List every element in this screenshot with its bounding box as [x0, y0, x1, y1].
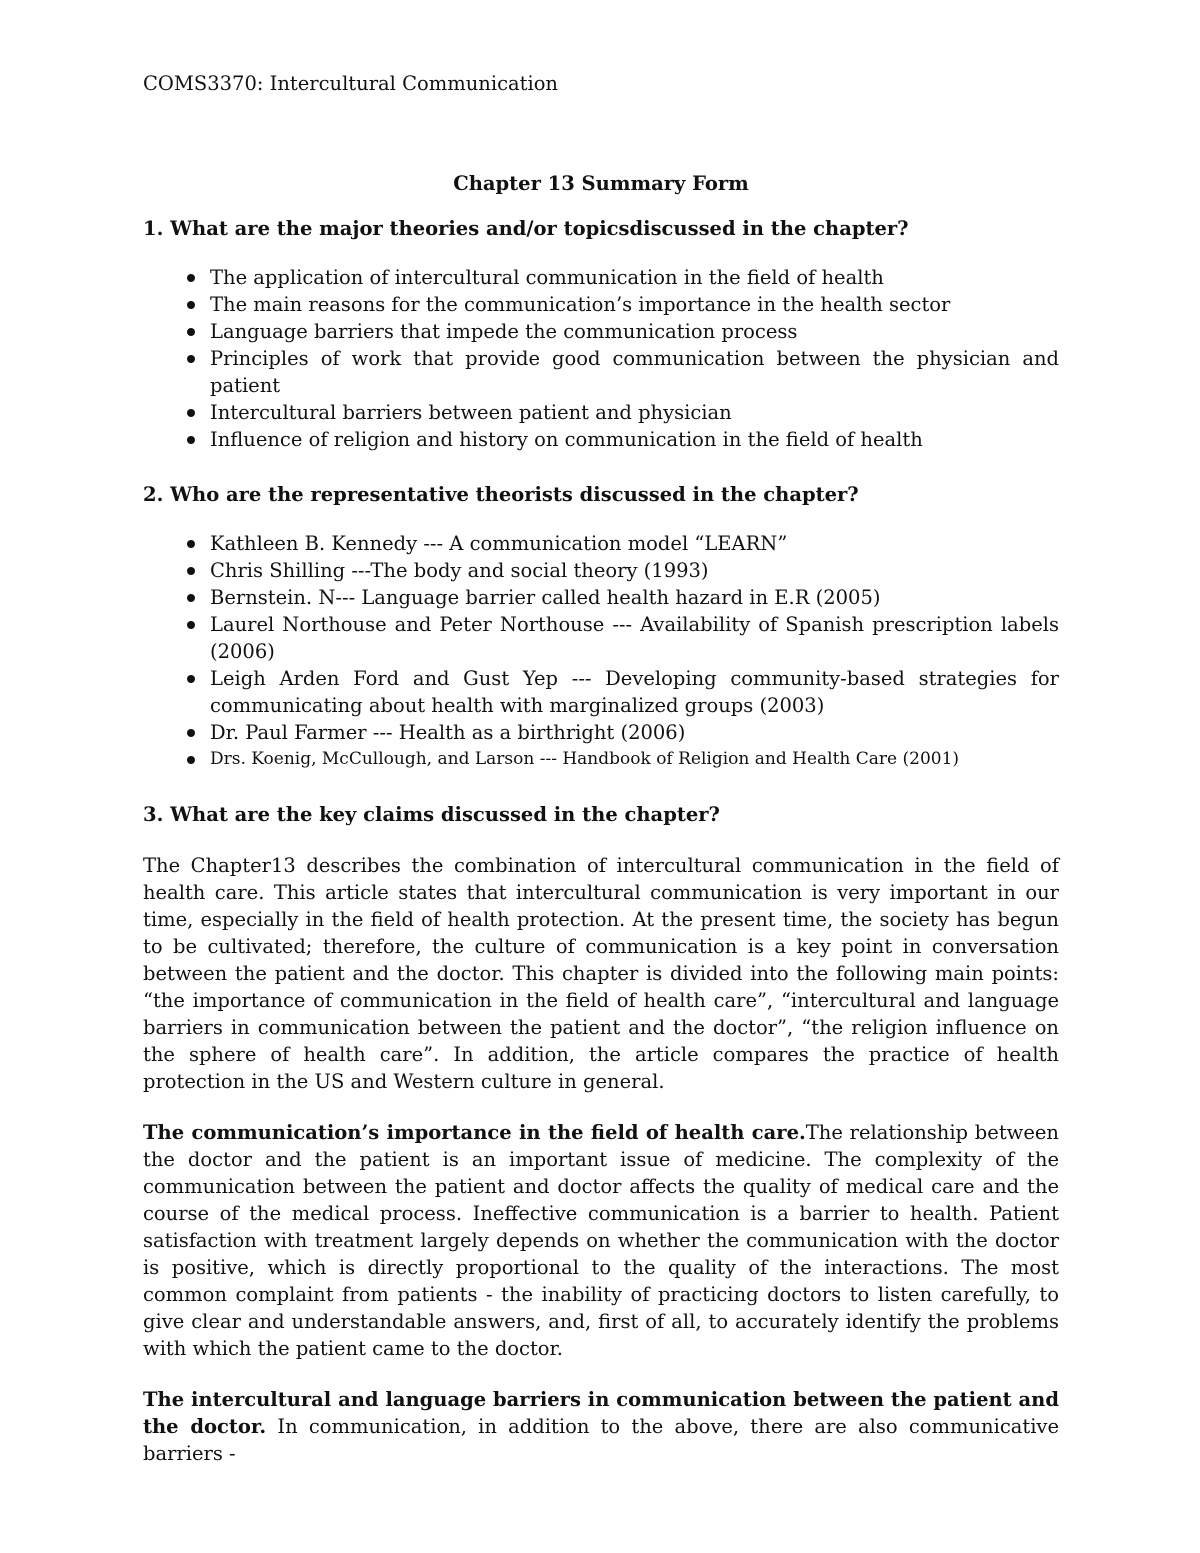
topics-list: [143, 264, 1059, 453]
document-title: Chapter 13 Summary Form: [453, 172, 749, 195]
list-item: Leigh Arden Ford and Gust Yep --- Developing community-based strategies for communicating about health with marginalized groups (2003): [143, 665, 1059, 719]
list-item: Intercultural barriers between patient and physician: [143, 399, 1059, 426]
list-item: Principles of work that provide good communication between the physician and patient: [143, 345, 1059, 399]
section-heading: The intercultural and language barriers in communication between the patient and the doctor.: [143, 1388, 1059, 1438]
bullet-icon: [187, 291, 196, 318]
list-item: Laurel Northouse and Peter Northouse --- Availability of Spanish prescription labels (2006): [143, 611, 1059, 665]
bullet-icon: [187, 746, 196, 773]
bullet-icon: [187, 719, 196, 746]
question-1: 1. What are the major theories and/or topicsdiscussed in the chapter?: [143, 217, 909, 240]
section-text: In communication, in addition to the above, there are also communicative barriers -: [143, 1415, 1059, 1465]
list-item: Chris Shilling ---The body and social theory (1993): [143, 557, 1059, 584]
bullet-icon: [187, 530, 196, 557]
bullet-icon: [187, 426, 196, 453]
bullet-icon: [187, 345, 196, 372]
list-item: Language barriers that impede the communication process: [143, 318, 1059, 345]
bullet-icon: [187, 399, 196, 426]
document-page: [143, 70, 1059, 1467]
theorists-list: [143, 530, 1059, 773]
list-item: Kathleen B. Kennedy --- A communication model “LEARN”: [143, 530, 1059, 557]
bullet-icon: [187, 611, 196, 638]
bullet-icon: [187, 665, 196, 692]
section-importance-paragraph: [143, 1119, 1059, 1362]
question-2: 2. Who are the representative theorists discussed in the chapter?: [143, 483, 859, 506]
list-item: Dr. Paul Farmer --- Health as a birthright (2006): [143, 719, 1059, 746]
intro-paragraph: The Chapter13 describes the combination of intercultural communication in the field of health care. This article states that intercultural communication is very important in our time, especially in the field of health protection. At the present time, the society has begun to be cultivated; therefore, the culture of communication is a key point in conversation between the patient and the doctor. This chapter is divided into the following main points: “the importance of communication in the field of health care”, “intercultural and language barriers in communication between the patient and the doctor”, “the religion influence on the sphere of health care”. In addition, the article compares the practice of health protection in the US and Western culture in general.: [143, 854, 1059, 1093]
list-item: Bernstein. N--- Language barrier called health hazard in E.R (2005): [143, 584, 1059, 611]
section-text: The relationship between the doctor and the patient is an important issue of medicine. The complexity of the communication between the patient and doctor affects the quality of medical care and the course of the medical process. Ineffective communication is a barrier to health. Patient satisfaction with treatment largely depends on whether the communication with the doctor is positive, which is directly proportional to the quality of the interactions. The most common complaint from patients - the inability of practicing doctors to listen carefully, to give clear and understandable answers, and, first of all, to accurately identify the problems with which the patient came to the doctor.: [143, 1121, 1059, 1360]
section-barriers-paragraph: [143, 1386, 1059, 1467]
section-heading: The communication’s importance in the field of health care.: [143, 1121, 806, 1144]
bullet-icon: [187, 584, 196, 611]
bullet-icon: [187, 264, 196, 291]
bullet-icon: [187, 557, 196, 584]
list-item: The main reasons for the communication’s importance in the health sector: [143, 291, 1059, 318]
list-item: Influence of religion and history on communication in the field of health: [143, 426, 1059, 453]
bullet-icon: [187, 318, 196, 345]
course-header: COMS3370: Intercultural Communication: [143, 72, 558, 95]
list-item: The application of intercultural communication in the field of health: [143, 264, 1059, 291]
question-3: 3. What are the key claims discussed in the chapter?: [143, 803, 720, 826]
list-item: Drs. Koenig, McCullough, and Larson --- Handbook of Religion and Health Care (2001): [143, 746, 1059, 773]
